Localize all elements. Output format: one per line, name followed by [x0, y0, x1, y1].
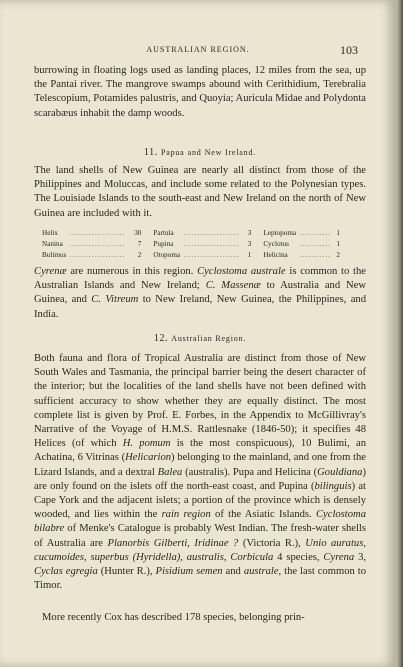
cyrenae-paragraph: [34, 265, 366, 322]
last-line: [34, 611, 366, 625]
cyrenae-paragraph-text: Cyrenæ are numerous in this region. Cyclostoma australe is common to the Australian Islands and New Ireland; C. Massenæ to Australia and New Guinea, and C. Vitreum to New Ireland, New Guinea, the Philippines, and India.: [34, 266, 366, 320]
genus-count: 1: [247, 251, 252, 259]
table-row: Bulimus .................... 2 Otopoma .................... 1 Helicina ........... 2: [42, 250, 352, 261]
section-11-paragraph: [34, 164, 366, 221]
genus-name: Helix: [42, 229, 58, 237]
section-12-paragraph-text: Both fauna and flora of Tropical Australia are distinct from those of New South Wales and Tasmania, the principal barrier being the desert character of the interior; but the localities of the land shells have not been defined with sufficient accuracy to show whether they are equally distinct. The most complete list is given by Prof. E. Forbes, in the Appendix to McGillivray's Narrative of the Voyage of H.M.S. Rattlesnake (1846-50); it specifies 48 Helices (of which H. pomum is the most conspicuous), 10 Bulimi, an Achatina, 6 Vitrinas (Helicarion) belonging to the mainland, and one from the Lizard Islands, and a dextral Balea (australis). Pupa and Helicina (Gouldiana) are only found on the islets off the north-east coast, and Pupina (bilinguis) at Cape York and the adjacent islets; a portion of the province which is densely wooded, and lies within the rain region of the Asiatic Islands. Cyclostoma bilabre of Menke's Catalogue is probably West Indian. The fresh-water shells of Australia are Planorbis Gilberti, Iridinae ? (Victoria R.), Unio auratus, cucumoides, superbus (Hyridella), australis, Corbicula 4 species, Cyrena 3, Cyclas egregia (Hunter R.), Pisidium semen and australe, the last common to Timor.: [34, 353, 367, 592]
genus-name: Leptopoma: [263, 229, 297, 237]
genus-count: 7: [137, 240, 142, 248]
genus-count: 2: [336, 251, 340, 259]
section-11-title-and: and: [187, 148, 202, 157]
section-11-paragraph-text: The land shells of New Guinea are nearly all distinct from those of the Philippines and Moluccas, and include some related to the Polynesian types. The Louisiade Islands to the south-east and New Ireland on the north of New Guinea are included with it.: [34, 165, 366, 219]
section-12-paragraph: [34, 352, 366, 593]
section-12-heading: [34, 333, 366, 344]
genus-name: Pupina: [153, 240, 174, 248]
genus-count: 3: [247, 240, 252, 248]
genus-count: 1: [336, 240, 340, 248]
running-head: AUSTRALIAN REGION.: [146, 45, 250, 54]
page-number: 103: [340, 43, 358, 57]
genus-count-table: [42, 228, 352, 261]
genus-count: 3: [247, 229, 252, 237]
section-11-heading: [34, 147, 366, 158]
genus-name: Nanina: [42, 240, 63, 248]
section-11-title-part2: New Ireland.: [204, 148, 257, 157]
genus-name: Partula: [153, 229, 174, 237]
genus-count: 1: [336, 229, 340, 237]
table-row: Helix .................... 30 Partula .................... 3 Leptopoma ........... 1: [42, 228, 352, 239]
genus-name: Helicina: [263, 251, 288, 259]
intro-paragraph: [34, 64, 366, 121]
section-12-title: Australian Region.: [171, 334, 247, 343]
genus-count: 2: [137, 251, 142, 259]
genus-name: Cyclotus: [263, 240, 289, 248]
genus-count: 30: [134, 229, 142, 237]
intro-paragraph-text: burrowing in floating logs used as landing places, 12 miles from the sea, up the Pantai river. The mangrove swamps abound with Cerithidium, Terebralia Telescopium, Potamides palustris, and Quoyia; Auricula Midae and Polydonta scarabæus inhabit the damp woods.: [34, 65, 366, 119]
section-11-title-part1: Papua: [160, 148, 185, 157]
page-edge: [396, 0, 403, 667]
genus-name: Bulimus: [42, 251, 67, 259]
page-header: [38, 43, 358, 59]
table-row: Nanina .................... 7 Pupina .................... 3 Cyclotus ........... 1: [42, 239, 352, 250]
section-12-number: 12.: [153, 333, 169, 344]
section-11-number: 11.: [143, 147, 158, 158]
genus-name: Otopoma: [153, 251, 181, 259]
last-line-text: More recently Cox has described 178 species, belonging prin-: [42, 612, 305, 623]
